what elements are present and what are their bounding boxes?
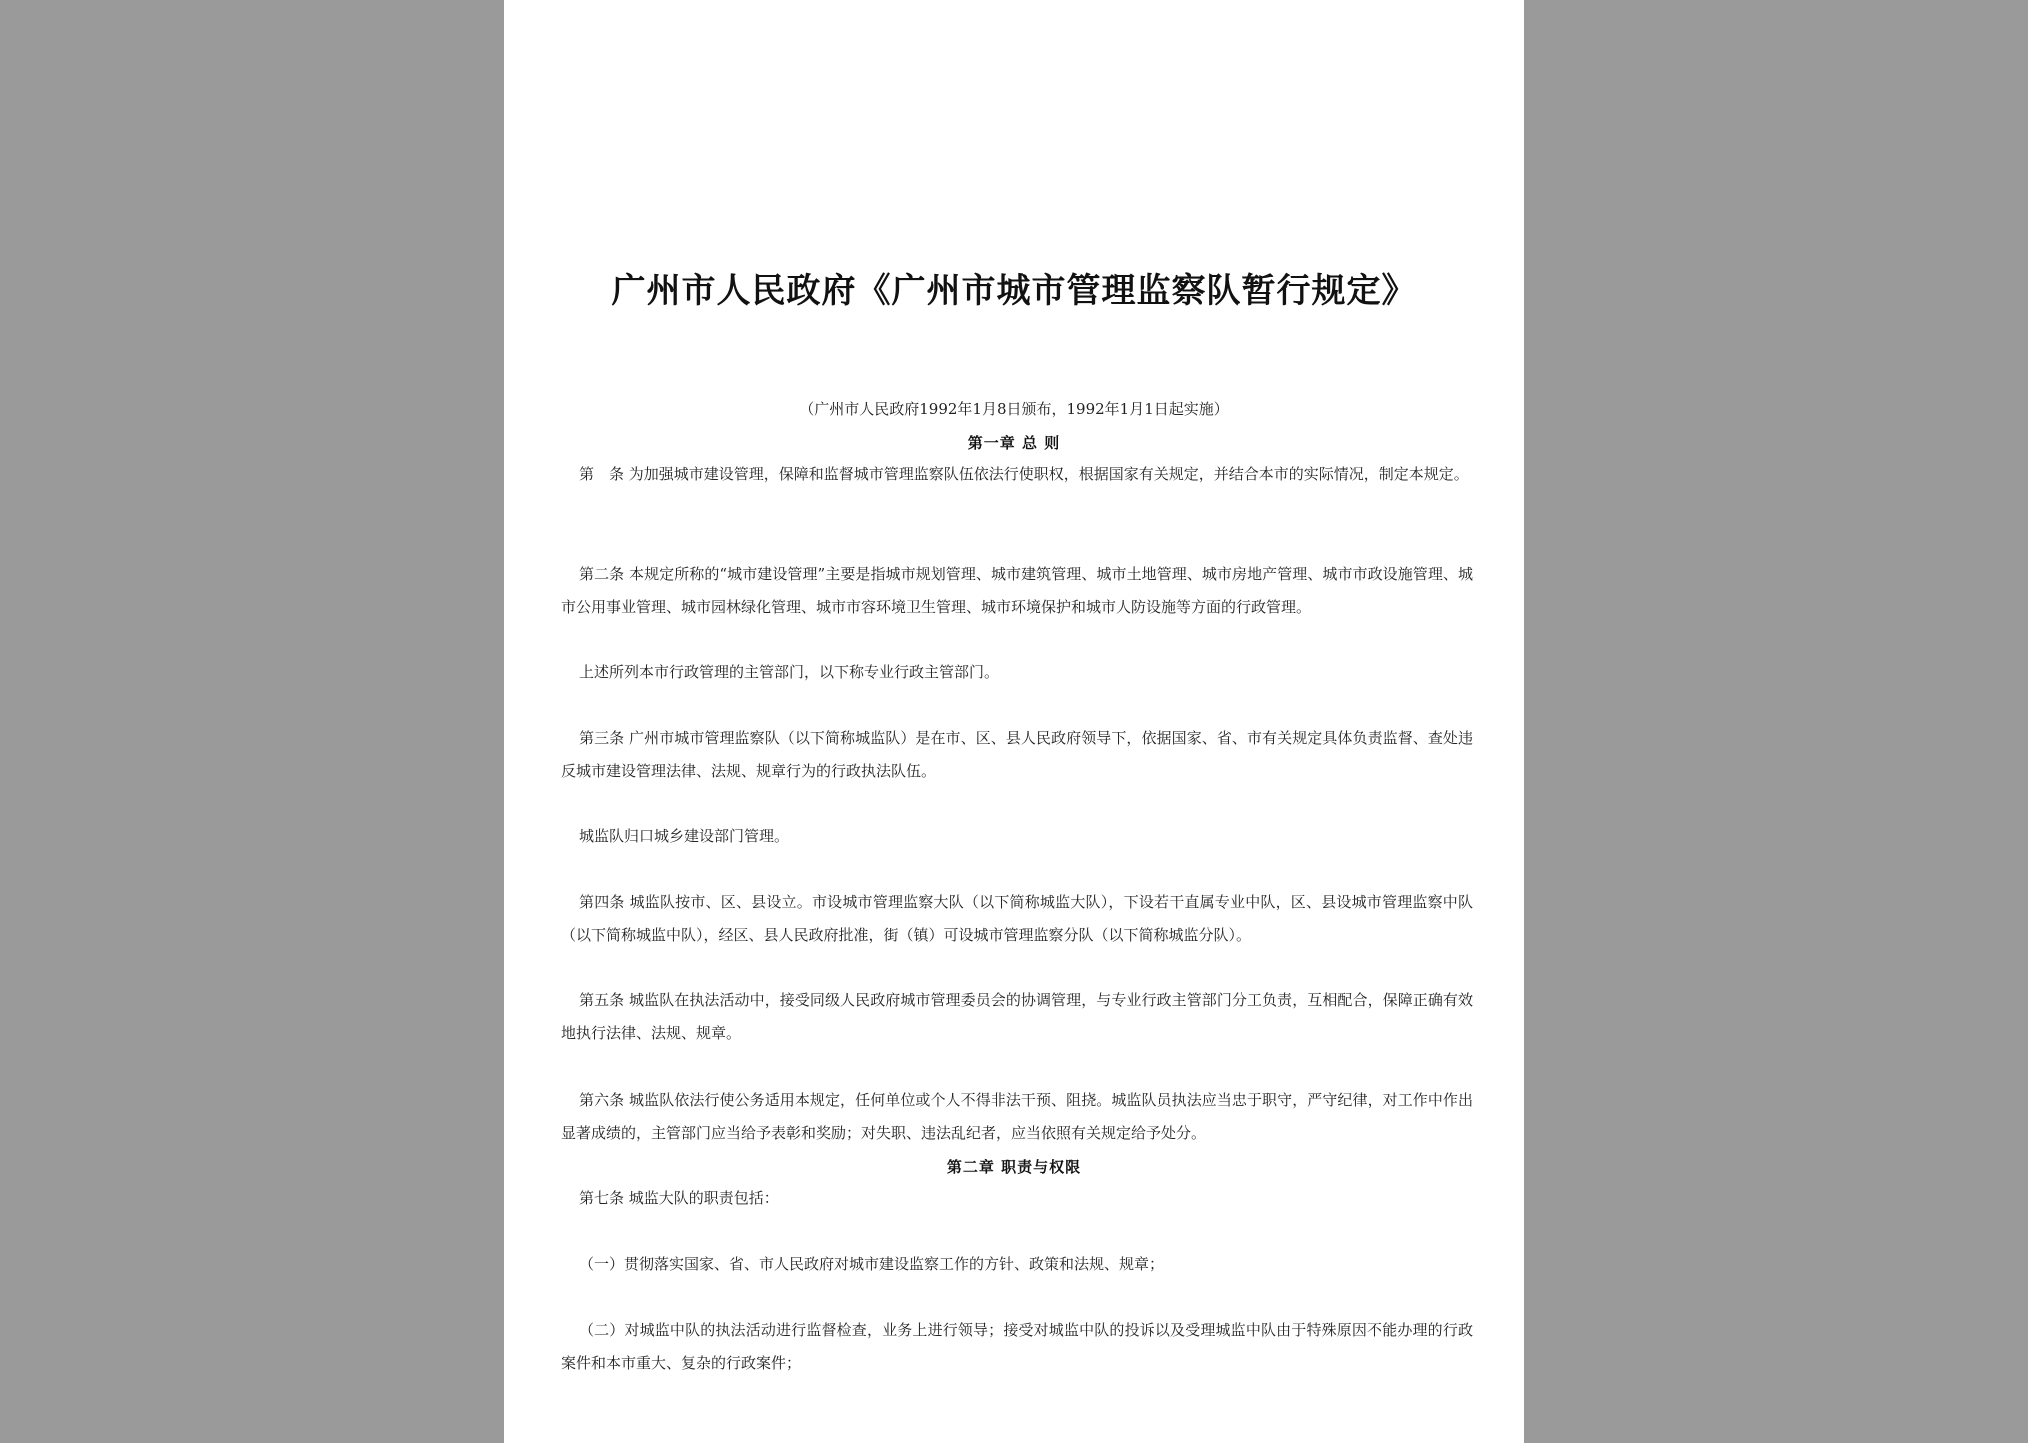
paragraph: 城监队归口城乡建设部门管理。 (579, 827, 790, 845)
paragraph: 第七条 城监大队的职责包括： (579, 1189, 779, 1207)
paragraph: 第六条 城监队依法行使公务适用本规定，任何单位或个人不得非法干预、阻挠。城监队员执法应当忠于职守，严守纪律，对工作中作出显著成绩的，主管部门应当给予表彰和奖励；对失职、违法乱纪者，应当依照有关规定给予处分。 (561, 1091, 1473, 1142)
paragraph: 第四条 城监队按市、区、县设立。市设城市管理监察大队（以下简称城监大队），下设若干直属专业中队，区、县设城市管理监察中队（以下简称城监中队），经区、县人民政府批准，街（镇）可设城市管理监察分队（以下简称城监分队）。 (561, 893, 1473, 944)
document-title: 广州市人民政府《广州市城市管理监察队暂行规定》 (611, 271, 1417, 311)
paragraph: 第三条 广州市城市管理监察队（以下简称城监队）是在市、区、县人民政府领导下，依据国家、省、市有关规定具体负责监督、查处违反城市建设管理法律、法规、规章行为的行政执法队伍。 (561, 729, 1473, 780)
paragraph: 第 条 为加强城市建设管理，保障和监督城市管理监察队伍依法行使职权，根据国家有关规定，并结合本市的实际情况，制定本规定。 (579, 465, 1469, 483)
document-page (504, 0, 1524, 1443)
chapter-heading: 第二章 职责与权限 (946, 1158, 1082, 1176)
paragraph: （二）对城监中队的执法活动进行监督检查，业务上进行领导；接受对城监中队的投诉以及受理城监中队由于特殊原因不能办理的行政案件和本市重大、复杂的行政案件； (561, 1321, 1473, 1372)
document-subtitle: （广州市人民政府1992年1月8日颁布，1992年1月1日起实施） (799, 400, 1229, 418)
paragraph: （一）贯彻落实国家、省、市人民政府对城市建设监察工作的方针、政策和法规、规章； (579, 1255, 1165, 1273)
chapter-heading: 第一章 总 则 (967, 434, 1061, 452)
paragraph: 第二条 本规定所称的“城市建设管理”主要是指城市规划管理、城市建筑管理、城市土地管理、城市房地产管理、城市市政设施管理、城市公用事业管理、城市园林绿化管理、城市市容环境卫生管理、城市环境保护和城市人防设施等方面的行政管理。 (561, 565, 1473, 616)
paragraph: 第五条 城监队在执法活动中，接受同级人民政府城市管理委员会的协调管理，与专业行政主管部门分工负责，互相配合，保障正确有效地执行法律、法规、规章。 (561, 991, 1473, 1042)
paragraph: 上述所列本市行政管理的主管部门，以下称专业行政主管部门。 (579, 663, 1000, 681)
